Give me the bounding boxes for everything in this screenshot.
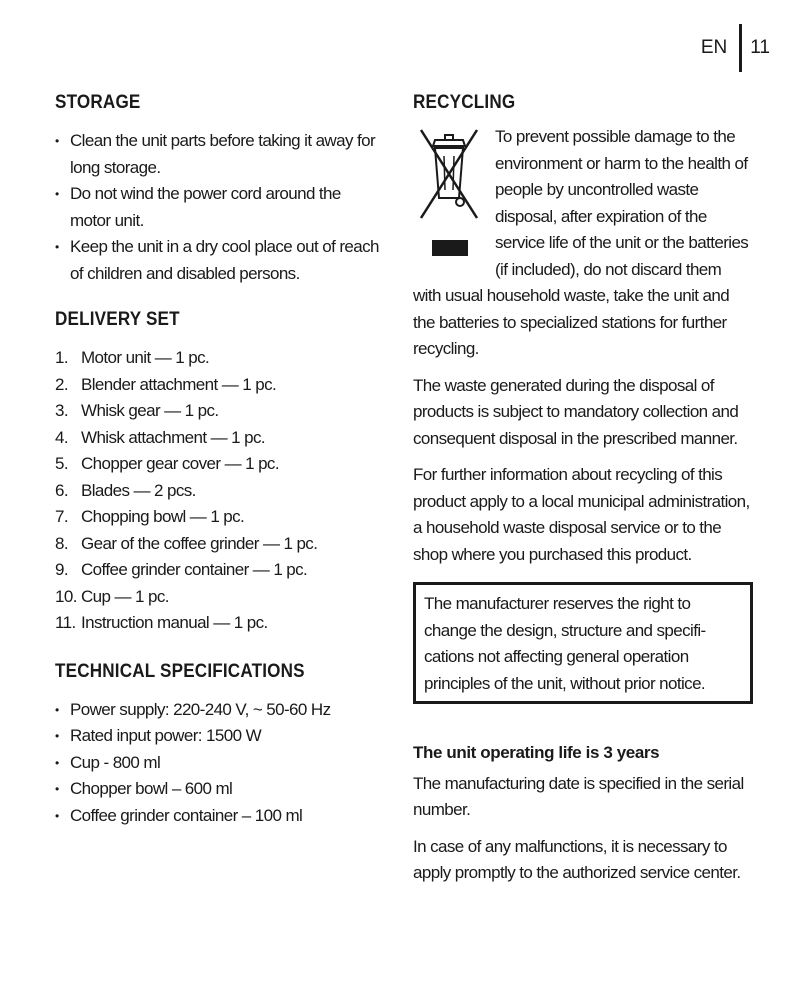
- delivery-heading: DELIVERY SET: [55, 309, 180, 330]
- list-item: [55, 372, 385, 399]
- right-column: [413, 92, 753, 897]
- manufacturer-notice-box: [413, 582, 753, 704]
- item-number: 3.: [55, 401, 68, 420]
- list-item: [55, 531, 385, 558]
- item-text: Gear of the coffee grinder — 1 pc.: [81, 533, 318, 553]
- crossed-out-wheelie-bin-icon: [415, 126, 483, 262]
- list-item: [55, 425, 385, 452]
- list-item: • Chopper bowl – 600 ml: [55, 776, 385, 803]
- item-number: 1.: [55, 348, 68, 367]
- recycling-section: [413, 124, 753, 887]
- item-number: 10.: [55, 586, 77, 606]
- item-text: Coffee grinder container — 1 pc.: [81, 560, 308, 579]
- storage-heading: STORAGE: [55, 92, 141, 113]
- list-item: [55, 610, 385, 637]
- left-column: [55, 92, 385, 829]
- page-header: [701, 24, 770, 72]
- item-text: Whisk attachment — 1 pc.: [81, 427, 266, 447]
- item-text: Chopping bowl — 1 pc.: [81, 507, 245, 526]
- item-number: 2.: [55, 374, 68, 394]
- item-text: Chopper gear cover — 1 pc.: [81, 454, 279, 473]
- item-number: 7.: [55, 507, 68, 526]
- item-text: Blender attachment — 1 pc.: [81, 374, 277, 394]
- list-item: • Coffee grinder container – 100 ml: [55, 803, 385, 830]
- item-number: 4.: [55, 427, 68, 447]
- list-item: • Do not wind the power cord around the motor unit.: [55, 181, 385, 234]
- manufacturing-date-paragraph: The manufacturing date is specified in the serial number.: [413, 773, 744, 819]
- page-number: 11: [750, 37, 770, 58]
- malfunction-paragraph: In case of any malfunctions, it is necessary to apply promptly to the authorized service center.: [413, 836, 741, 882]
- list-item: • Keep the unit in a dry cool place out of reach of children and disabled persons.: [55, 234, 385, 287]
- operating-life-heading: The unit operating life is 3 years: [413, 743, 660, 762]
- list-item: • Cup - 800 ml: [55, 750, 385, 777]
- item-number: 5.: [55, 454, 68, 473]
- recycling-paragraph: For further information about recycling of this product apply to a local municipal administration, a household waste disposal service or to the shop where you purchased this product.: [413, 465, 750, 564]
- item-text: Blades — 2 pcs.: [81, 480, 196, 500]
- delivery-list: [55, 345, 385, 637]
- list-item: [55, 345, 385, 372]
- header-divider: [739, 24, 742, 72]
- item-text: Whisk gear — 1 pc.: [81, 401, 219, 420]
- item-number: 6.: [55, 480, 68, 500]
- list-item: [55, 504, 385, 531]
- item-number: 11.: [55, 613, 76, 632]
- list-item: [55, 584, 385, 611]
- specs-heading: TECHNICAL SPECIFICATIONS: [55, 660, 305, 682]
- list-item: • Power supply: 220-240 V, ~ 50-60 Hz: [55, 697, 385, 724]
- item-text: Motor unit — 1 pc.: [81, 348, 210, 367]
- language-code: EN: [700, 37, 728, 58]
- list-item: [55, 478, 385, 505]
- list-item: [55, 451, 385, 478]
- item-number: 9.: [55, 560, 68, 579]
- item-number: 8.: [55, 533, 68, 553]
- specs-list: [55, 697, 385, 830]
- recycling-paragraph: The waste generated during the disposal of products is subject to mandatory collection and consequent disposal in the prescribed manner.: [413, 375, 739, 448]
- item-text: Cup — 1 pc.: [81, 586, 169, 606]
- recycling-paragraph: To prevent possible damage to the environment or harm to the health of people by uncontrolled waste disposal, after expiration of the service life of the unit or the batteries (if included), do not discard them with usual household waste, take the unit and the batteries to specialized stations for further recycling.: [413, 127, 749, 358]
- item-text: Instruction manual — 1 pc.: [81, 613, 268, 632]
- list-item: [55, 557, 385, 584]
- notice-text: The manufacturer reserves the right to change the design, structure and specifi-cations not affecting general operation principles of the unit, without prior notice.: [424, 594, 706, 693]
- list-item: • Rated input power: 1500 W: [55, 723, 385, 750]
- recycling-heading: RECYCLING: [413, 92, 516, 113]
- list-item: [55, 398, 385, 425]
- list-item: • Clean the unit parts before taking it away for long storage.: [55, 128, 385, 181]
- storage-list: [55, 128, 385, 287]
